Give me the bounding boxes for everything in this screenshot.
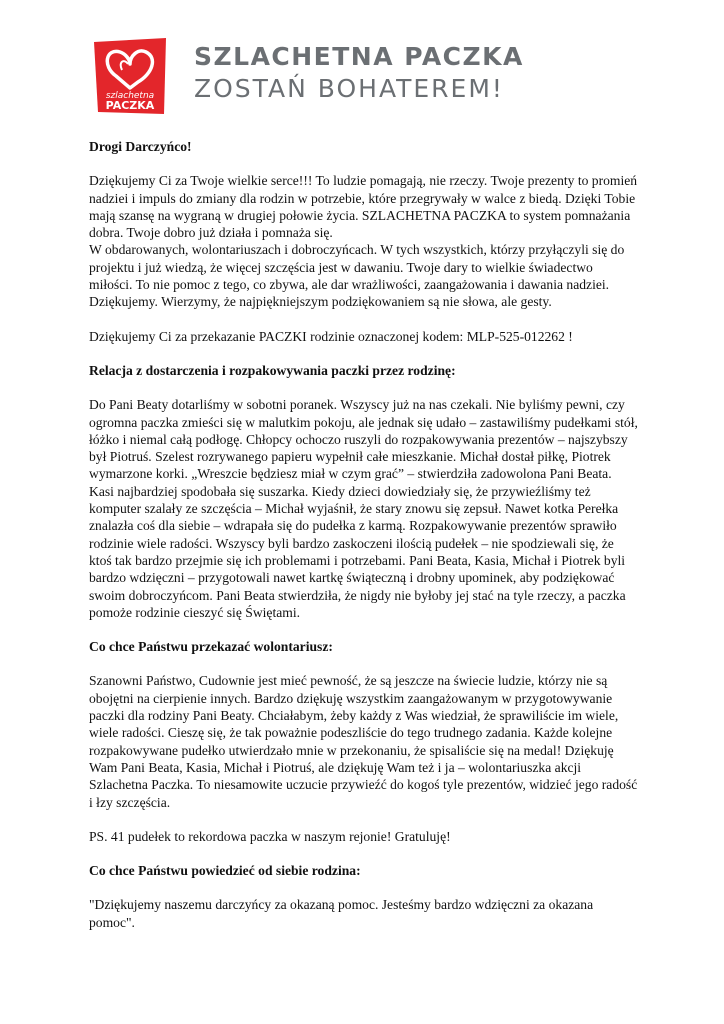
- letter-intro-continued: W obdarowanych, wolontariuszach i dobroczyńcach. W tych wszystkich, którzy przyłączyli się do projektu i już wiedzą, że więcej szczęścia jest w dawaniu. Twoje dary to wielkie świadectwo miłości. To nie pomoc z tego, co zbywa, ale dar wrażliwości, zaangażowania i dawania nadziei. Dziękujemy. Wierzymy, że najpiękniejszym podziękowaniem są nie słowa, ale gesty.: [89, 242, 625, 310]
- section-volunteer-ps: PS. 41 pudełek to rekordowa paczka w naszym rejonie! Gratuluję!: [89, 828, 451, 844]
- section-volunteer-heading: Co chce Państwu przekazać wolontariusz:: [89, 639, 333, 655]
- logo-text-line2: PACZKA: [105, 99, 155, 112]
- section-family-text: "Dziękujemy naszemu darczyńcy za okazaną pomoc. Jesteśmy bardzo wdzięczni za okazana pomoc".: [89, 897, 594, 930]
- szlachetna-paczka-logo: [92, 36, 168, 116]
- section-delivery-text: Do Pani Beaty dotarliśmy w sobotni poranek. Wszyscy już na nas czekali. Nie byliśmy pewni, czy ogromna paczka zmieści się w malutkim pokoju, ale jednak się udało – zastawiliśmy pudełkami stół, łóżko i niemal całą podłogę. Chłopcy ochoczo ruszyli do rozpakowywania prezentów – najszybszy był Piotruś. Szelest rozrywanego papieru wypełnił całe mieszkanie. Michał dostał piłkę, Piotrek wymarzone korki. „Wreszcie będziesz miał w czym grać” – stwierdziła zadowolona Pani Beata. Kasi najbardziej spodobała się suszarka. Kiedy dzieci dowiedziały się, że przywieźliśmy też komputer szalały ze szczęścia – Michał wyjaśnił, że stary znowu się zepsuł. Nawet kotka Perełka znalazła coś dla siebie – wdrapała się do pudełka z karmą. Rozpakowywanie prezentów sprawiło rodzinie wiele radości. Wszyscy byli bardzo zaskoczeni ilością pudełek – nie spodziewali się, że ktoś tak bardzo przejmie się ich problemami i potrzebami. Pani Beata, Kasia, Michał i Piotrek byli bardzo wdzięczni – przygotowali nawet kartkę świąteczną i drobny upominek, aby podziękować swoim dobroczyńcom. Pani Beata stwierdziła, że nigdy nie byłoby jej stać na tyle rzeczy, a paczka pomoże rodzinie cieszyć się Świętami.: [89, 397, 638, 620]
- letter-intro: Dziękujemy Ci za Twoje wielkie serce!!! To ludzie pomagają, nie rzeczy. Twoje prezenty to promień nadziei i impuls do zmiany dla rodzin w potrzebie, które przegrywały w walce z biedą. Dzięki Tobie mają szansę na wygraną w drugiej połowie życia. SZLACHETNA PACZKA to system pomnażania dobra. Twoje dobro już działa i pomnaża się.: [89, 173, 638, 241]
- letter-code-line: Dziękujemy Ci za przekazanie PACZKI rodzinie oznaczonej kodem: MLP-525-012262 !: [89, 328, 573, 344]
- brand-block: [194, 41, 524, 105]
- brand-name: SZLACHETNA PACZKA: [194, 42, 524, 71]
- letter-greeting: Drogi Darczyńco!: [89, 139, 192, 154]
- section-delivery-heading: Relacja z dostarczenia i rozpakowywania paczki przez rodzinę:: [89, 362, 456, 378]
- section-family-heading: Co chce Państwu powiedzieć od siebie rodzina:: [89, 863, 361, 879]
- logo-text-line1: szlachetna: [105, 91, 155, 101]
- header: [88, 33, 524, 119]
- section-volunteer-text: Szanowni Państwo, Cudownie jest mieć pewność, że są jeszcze na świecie ludzie, którzy nie są obojętni na cierpienie innych. Bardzo dziękuję wszystkim zaangażowanym w przygotowywanie paczki dla rodziny Pani Beaty. Chciałabym, żeby każdy z Was wiedział, że sprawiliście im wiele, wiele radości. Cieszę się, że tak poważnie podeszliście do tego trudnego zadania. Każde kolejne rozpakowywane pudełko utwierdzało mnie w przekonaniu, że spisaliście się na medal! Dziękuję Wam Pani Beata, Kasia, Michał i Piotruś, ale dziękuję Wam też i ja – wolontariuszka akcji Szlachetna Paczka. To niesamowite uczucie przywieźć do kogoś tyle prezentów, widzieć jego radość i łzy szczęścia.: [89, 673, 638, 810]
- letter-body: [89, 138, 639, 948]
- brand-slogan: ZOSTAŃ BOHATEREM!: [194, 74, 504, 103]
- logo-heart-icon: [92, 36, 168, 116]
